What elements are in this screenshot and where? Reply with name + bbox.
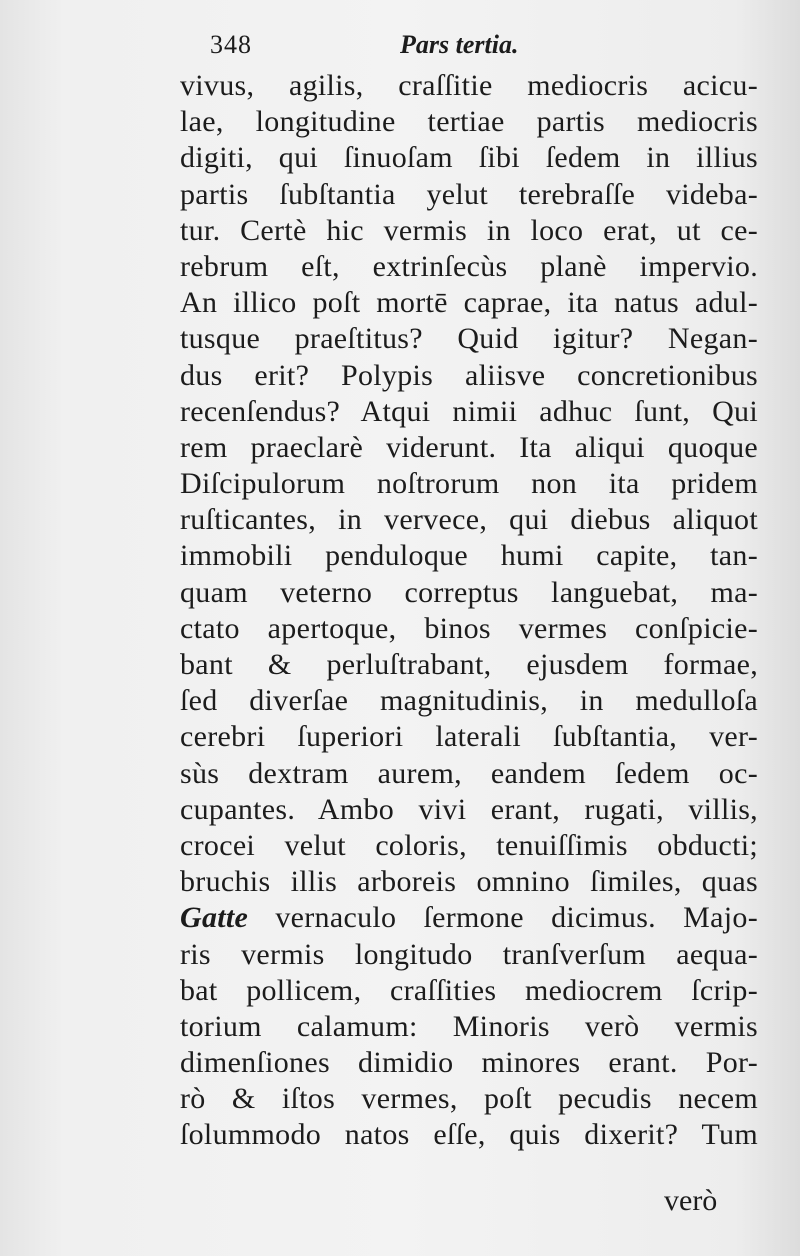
text-line: Gatte vernaculo ſermone dicimus. Majo- — [180, 901, 758, 935]
text-line: cupantes. Ambo vivi erant, rugati, villis, — [180, 792, 758, 826]
text-line: ruſticantes, in vervece, qui diebus aliquot — [180, 503, 758, 537]
text-line: digiti, qui ſinuoſam ſibi ſedem in illius — [180, 141, 758, 175]
text-line: immobili penduloque humi capite, tan- — [180, 539, 758, 573]
text-line: Diſcipulorum noſtrorum non ita pridem — [180, 467, 758, 501]
text-line: bant & perluſtrabant, ejusdem formae, — [180, 648, 758, 681]
bleed-through-left — [30, 38, 39, 72]
text-line: lae, longitudine tertiae partis mediocris — [180, 105, 758, 139]
text-line: recenſendus? Atqui nimii adhuc ſunt, Qui — [180, 394, 758, 428]
text-line: cerebri ſuperiori laterali ſubſtantia, ver- — [180, 720, 758, 754]
body-text — [180, 68, 758, 1154]
text-line: quam veterno correptus languebat, ma- — [180, 575, 758, 609]
text-line: dimenſiones dimidio minores erant. Por- — [180, 1046, 758, 1080]
text-line: sùs dextram aurem, eandem ſedem oc- — [180, 756, 758, 790]
text-line: rem praeclarè viderunt. Ita aliqui quoque — [180, 430, 758, 464]
text-line: bruchis illis arboreis omnino ſimiles, quas — [180, 865, 758, 899]
text-line: ris vermis longitudo tranſverſum aequa- — [180, 937, 758, 971]
text-line: rò & iſtos vermes, poſt pecudis necem — [180, 1082, 758, 1116]
text-line: torium calamum: Minoris verò vermis — [180, 1009, 758, 1043]
page-header — [210, 30, 590, 66]
text-line: ſed diverſae magnitudinis, in medulloſa — [180, 684, 758, 718]
text-line: ſolummodo natos eſſe, quis dixerit? Tum — [180, 1118, 758, 1152]
catchword: verò — [664, 1184, 718, 1217]
text-line: crocei velut coloris, tenuiſſimis obducti; — [180, 828, 758, 862]
text-line: bat pollicem, craſſities mediocrem ſcrip- — [180, 973, 758, 1007]
text-line: tusque praeſtitus? Quid igitur? Negan- — [180, 322, 758, 356]
text-line: vivus, agilis, craſſitie mediocris acicu- — [180, 69, 758, 102]
text-line: tur. Certè hic vermis in loco erat, ut ce- — [180, 213, 758, 247]
italic-word: Gatte — [180, 901, 249, 935]
text-line: ctato apertoque, binos vermes conſpicie- — [180, 611, 758, 645]
text-line: rebrum eſt, extrinſecùs planè impervio. — [180, 249, 758, 283]
page-number: 348 — [210, 30, 252, 59]
running-head: Pars tertia. — [400, 30, 519, 59]
text-line: partis ſubſtantia yelut terebraſſe videba- — [180, 177, 758, 211]
text-line: An illico poſt mortē caprae, ita natus adul- — [180, 286, 758, 320]
text-line: dus erit? Polypis aliisve concretionibus — [180, 358, 758, 392]
